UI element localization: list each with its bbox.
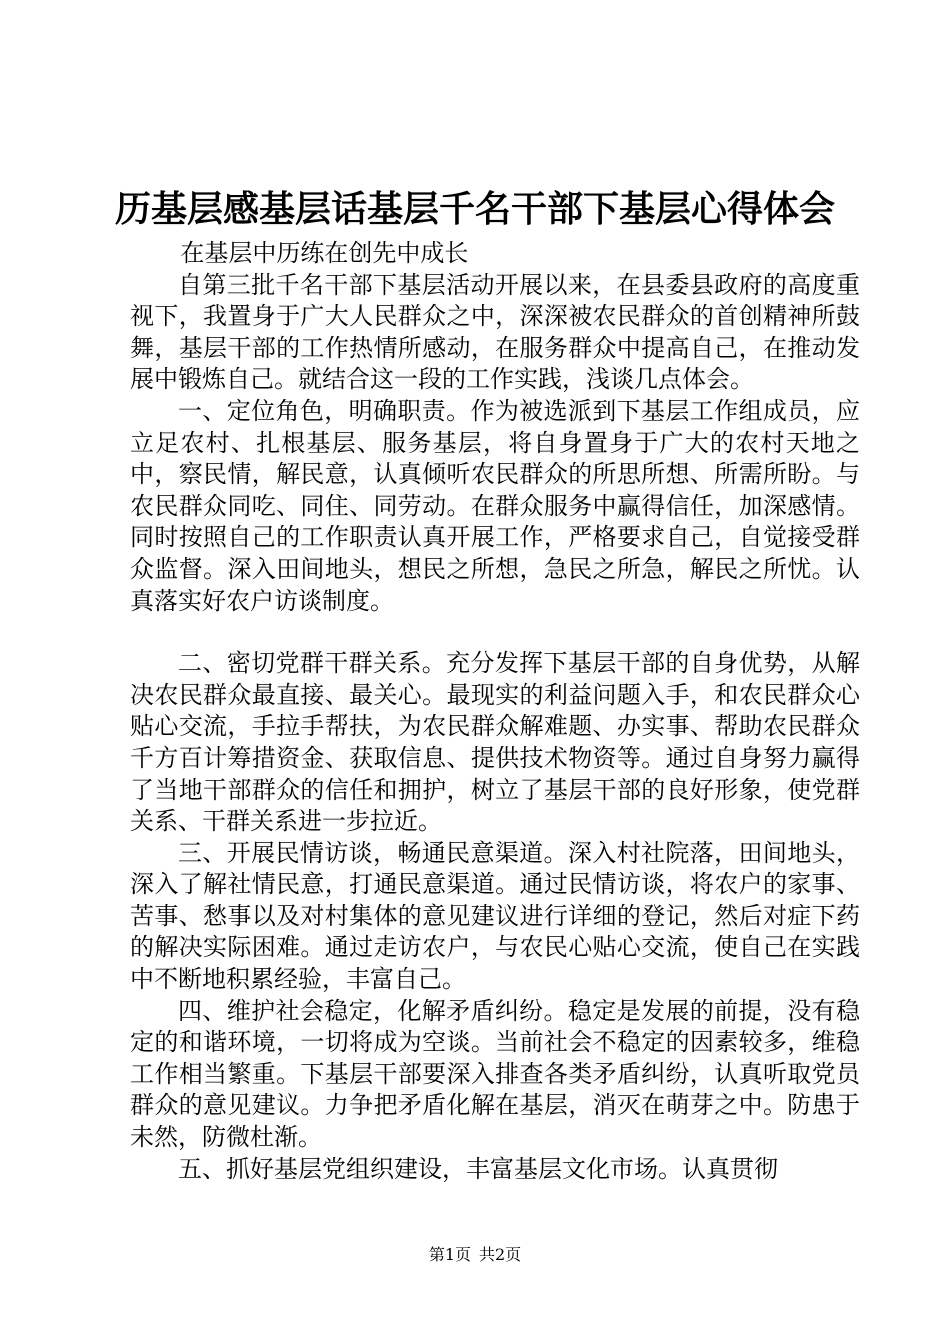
section-1-paragraph: 一、定位角色，明确职责。作为被选派到下基层工作组成员，应立足农村、扎根基层、服务基层，将自身置身于广大的农村天地之中，察民情，解民意，认真倾听农民群众的所思所想、所需所盼。与农民群众同吃、同住、同劳动。在群众服务中赢得信任，加深感情。同时按照自己的工作职责认真开展工作，严格要求自己，自觉接受群众监督。深入田间地头，想民之所想，急民之所急，解民之所忧。认真落实好农户访谈制度。 <box>130 396 860 615</box>
page-number-current: 第1页 <box>428 1245 471 1264</box>
document-body <box>130 238 860 1185</box>
page-number-total: 共2页 <box>479 1245 522 1264</box>
intro-paragraph: 自第三批千名干部下基层活动开展以来，在县委县政府的高度重视下，我置身于广大人民群众之中，深深被农民群众的首创精神所鼓舞，基层干部的工作热情所感动，在服务群众中提高自己，在推动发展中锻炼自己。就结合这一段的工作实践，浅谈几点体会。 <box>130 270 860 394</box>
subtitle-paragraph: 在基层中历练在创先中成长 <box>180 239 469 267</box>
section-4-paragraph: 四、维护社会稳定，化解矛盾纠纷。稳定是发展的前提，没有稳定的和谐环境，一切将成为空谈。当前社会不稳定的因素较多，维稳工作相当繁重。下基层干部要深入排查各类矛盾纠纷，认真听取党员群众的意见建议。力争把矛盾化解在基层，消灭在萌芽之中。防患于未然，防微杜渐。 <box>130 996 860 1152</box>
section-3-paragraph: 三、开展民情访谈，畅通民意渠道。深入村社院落，田间地头，深入了解社情民意，打通民意渠道。通过民情访谈，将农户的家事、苦事、愁事以及对村集体的意见建议进行详细的登记，然后对症下药的解决实际困难。通过走访农户，与农民心贴心交流，使自己在实践中不断地积累经验，丰富自己。 <box>130 838 860 994</box>
page-footer <box>0 1245 950 1265</box>
document-title: 历基层感基层话基层千名干部下基层心得体会 <box>114 188 835 230</box>
section-5-paragraph: 五、抓好基层党组织建设，丰富基层文化市场。认真贯彻 <box>178 1154 778 1183</box>
section-2-paragraph: 二、密切党群干群关系。充分发挥下基层干部的自身优势，从解决农民群众最直接、最关心。最现实的利益问题入手，和农民群众心贴心交流，手拉手帮扶，为农民群众解难题、办实事、帮助农民群众千方百计筹措资金、获取信息、提供技术物资等。通过自身努力赢得了当地干部群众的信任和拥护，树立了基层干部的良好形象，使党群关系、干群关系进一步拉近。 <box>130 649 860 836</box>
